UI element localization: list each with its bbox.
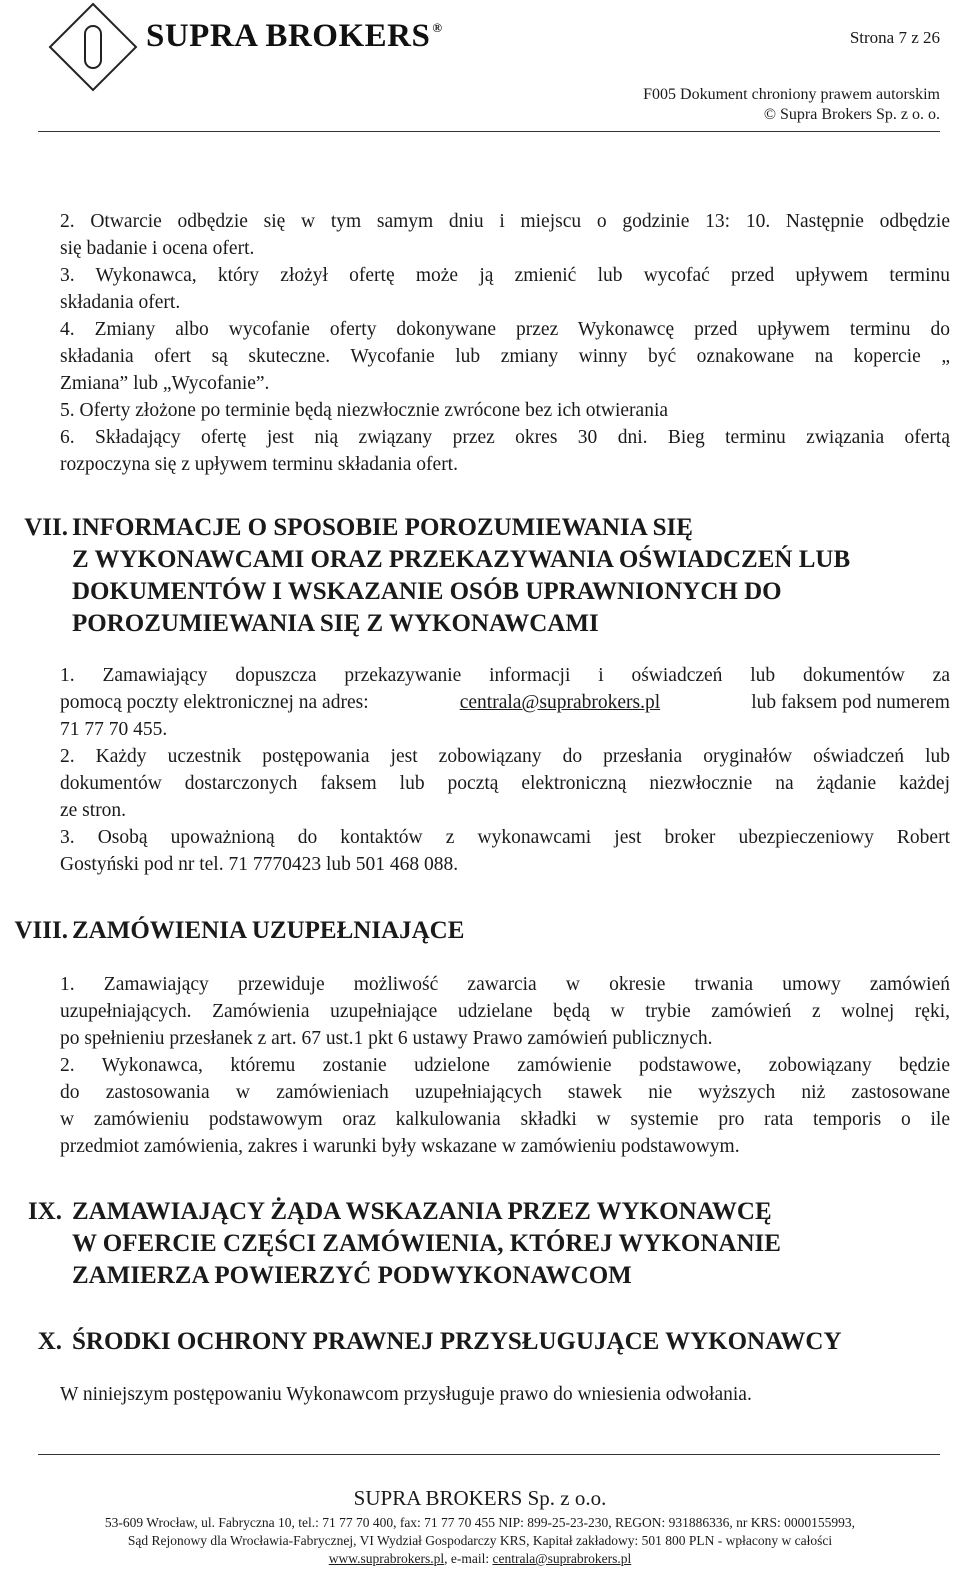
paragraph-line: 1. Zamawiający dopuszcza przekazywanie informacji i oświadczeń lub dokumentów za xyxy=(60,665,950,686)
paragraph-line: 71 77 70 455. xyxy=(60,719,168,740)
list-item: 6. Składający ofertę jest nią związany przez okres 30 dni. Bieg terminu związania ofertą xyxy=(60,427,950,448)
section-number: IX. xyxy=(27,1198,62,1225)
list-item: Zmiana” lub „Wycofanie”. xyxy=(60,373,270,394)
email-label: , e-mail: xyxy=(444,1551,490,1566)
section-title-line: ZAMAWIAJĄCY ŻĄDA WSKAZANIA PRZEZ WYKONAWCĘ xyxy=(72,1198,772,1225)
list-item: składania ofert są skuteczne. Wycofanie lub zmiany winny być oznakowane na kopercie „ xyxy=(60,346,950,367)
section-number: X. xyxy=(37,1328,62,1355)
section-title-line: POROZUMIEWANIA SIĘ Z WYKONAWCAMI xyxy=(72,610,599,637)
page-number: Strona 7 z 26 xyxy=(849,28,940,47)
section-10-body xyxy=(60,1381,950,1408)
section-10-heading xyxy=(0,1326,960,1360)
section-title-line: ZAMIERZA POWIERZYĆ PODWYKONAWCOM xyxy=(72,1262,632,1289)
paragraph-line: przedmiot zamówienia, zakres i warunki były wskazane w zamówieniu podstawowym. xyxy=(60,1136,740,1157)
email-link[interactable]: centrala@suprabrokers.pl xyxy=(459,692,661,713)
copyright-note: F005 Dokument chroniony prawem autorskim xyxy=(643,86,940,103)
paragraph-line: do zastosowania w zamówieniach uzupełniających stawek nie wyższych niż zastosowane xyxy=(60,1082,950,1103)
footer-email-link[interactable]: centrala@suprabrokers.pl xyxy=(492,1551,632,1566)
paragraph-line: 3. Osobą upoważnioną do kontaktów z wykonawcami jest broker ubezpieczeniowy Robert xyxy=(60,827,950,848)
paragraph-line: dokumentów dostarczonych faksem lub pocztą elektroniczną niezwłocznie na żądanie każdej xyxy=(60,773,950,794)
footer-address: 53-609 Wrocław, ul. Fabryczna 10, tel.: 71 77 70 400, fax: 71 77 70 455 NIP: 899-25-23-230, REGON: 931886336, nr KRS: 0000155993, xyxy=(104,1515,856,1530)
header-divider xyxy=(38,131,940,132)
paragraph-line: 1. Zamawiający przewiduje możliwość zawarcia w okresie trwania umowy zamówień xyxy=(60,974,950,995)
paragraph-line: uzupełniających. Zamówienia uzupełniające udzielane będą w trybie zamówień z wolnej ręki, xyxy=(60,1001,950,1022)
list-item: składania ofert. xyxy=(60,292,181,313)
list-item: 4. Zmiany albo wycofanie oferty dokonywane przez Wykonawcę przed upływem terminu do xyxy=(60,319,950,340)
paragraph-line: Gostyński pod nr tel. 71 7770423 lub 501 468 088. xyxy=(60,854,459,875)
paragraph-line xyxy=(60,689,950,716)
section-title-line: W OFERCIE CZĘŚCI ZAMÓWIENIA, KTÓREJ WYKONANIE xyxy=(72,1230,781,1257)
website-link[interactable]: www.suprabrokers.pl xyxy=(328,1551,445,1566)
paragraph-line: ze stron. xyxy=(60,800,127,821)
list-item: rozpoczyna się z upływem terminu składania ofert. xyxy=(60,454,458,475)
registered-mark: ® xyxy=(432,20,443,35)
section-title: ZAMÓWIENIA UZUPEŁNIAJĄCE xyxy=(72,917,465,944)
paragraph-text: pomocą poczty elektronicznej na adres: xyxy=(60,692,369,713)
footer-divider xyxy=(38,1454,940,1455)
brand-name: SUPRA BROKERS ® xyxy=(146,18,443,54)
paragraph-line: W niniejszym postępowaniu Wykonawcom przysługuje prawo do wniesienia odwołania. xyxy=(60,1384,752,1405)
section-number: VIII. xyxy=(14,917,68,944)
paragraph-line: 2. Każdy uczestnik postępowania jest zobowiązany do przesłania oryginałów oświadczeń lub xyxy=(60,746,950,767)
section-8-body xyxy=(60,971,950,1160)
section-7-heading xyxy=(0,512,960,642)
list-item: 3. Wykonawca, który złożył ofertę może ją zmienić lub wycofać przed upływem terminu xyxy=(60,265,950,286)
section-title-line: Z WYKONAWCAMI ORAZ PRZEKAZYWANIA OŚWIADCZEŃ LUB xyxy=(72,546,851,573)
list-item: się badanie i ocena ofert. xyxy=(60,238,255,259)
paragraph-line: w zamówieniu podstawowym oraz kalkulowania składki w systemie pro rata temporis o ile xyxy=(60,1109,950,1130)
section-7-body xyxy=(60,662,950,878)
footer-contact xyxy=(0,1551,960,1567)
list-item: 2. Otwarcie odbędzie się w tym samym dniu i miejscu o godzinie 13: 10. Następnie odbędzie xyxy=(60,211,950,232)
section-9-heading xyxy=(0,1196,960,1294)
section-8-heading xyxy=(0,915,960,949)
list-item: 5. Oferty złożone po terminie będą niezwłocznie zwrócone bez ich otwierania xyxy=(60,400,669,421)
footer-company: SUPRA BROKERS Sp. z o.o. xyxy=(353,1486,607,1510)
supra-brokers-logo xyxy=(48,2,138,92)
paragraph-line: 2. Wykonawca, któremu zostanie udzielone zamówienie podstawowe, zobowiązany będzie xyxy=(60,1055,950,1076)
section-title-line: DOKUMENTÓW I WSKAZANIE OSÓB UPRAWNIONYCH DO xyxy=(72,578,782,605)
footer-registry: Sąd Rejonowy dla Wrocławia-Fabrycznej, VI Wydział Gospodarczy KRS, Kapitał zakładowy: 501 800 PLN - wpłacony w całości xyxy=(127,1533,833,1548)
section-title: ŚRODKI OCHRONY PRAWNEJ PRZYSŁUGUJĄCE WYKONAWCY xyxy=(72,1328,842,1355)
copyright-owner: © Supra Brokers Sp. z o. o. xyxy=(763,106,940,123)
paragraph-text: lub faksem pod numerem xyxy=(751,692,950,713)
intro-list xyxy=(60,208,950,478)
section-number: VII. xyxy=(24,514,68,541)
section-title-line: INFORMACJE O SPOSOBIE POROZUMIEWANIA SIĘ xyxy=(72,514,693,541)
paragraph-line: po spełnieniu przesłanek z art. 67 ust.1 pkt 6 ustawy Prawo zamówień publicznych. xyxy=(60,1028,713,1049)
